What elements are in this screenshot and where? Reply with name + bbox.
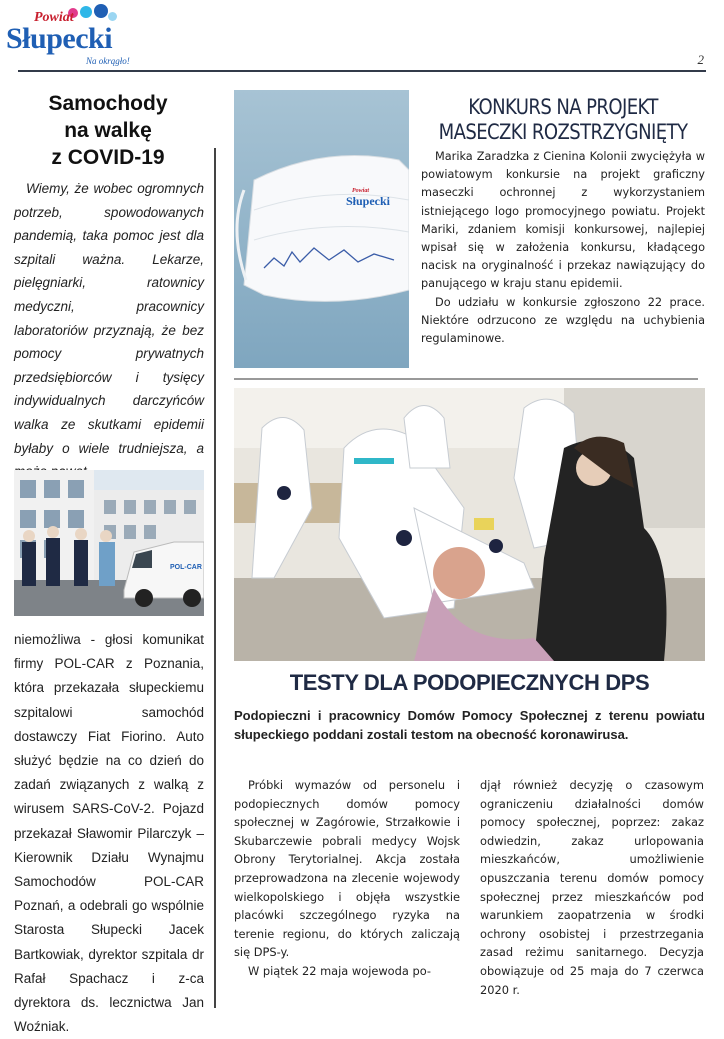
left-intro-text: Wiemy, że wobec ogromnych potrzeb, spowodowanych pandemią, taka pomoc jest dla szpitali ważna. Lekarze, pielęgniarki, ratownicy medyczni, pracownicy laboratoriów przyznają, że bez pomocy prywatnych przedsiębiorców i tysięcy indywidualnych darczyńców walka ze skutkami epidemii byłaby o wiele trudniejsza, a [14, 181, 204, 456]
dps-testing-photo [234, 388, 705, 661]
county-logo [4, 4, 134, 68]
mask-logo-powiat: Powiat [352, 188, 370, 194]
mask-title-line-2: MASECZKI ROZSTRZYGNIĘTY [438, 120, 688, 144]
mask-logo-name: Słupecki [346, 194, 391, 208]
dps-article-title: TESTY DLA PODOPIECZNYCH DPS [289, 670, 650, 695]
left-article-intro [14, 177, 204, 484]
section-divider [234, 378, 698, 380]
mask-paragraph-1: Marika Zaradzka z Cienina Kolonii zwyciężyła w powiatowym konkursie na projekt graficzny maseczki ochronnej z wykorzystaniem istniejącego logo promocyjnego powiatu. Projekt Mariki, zdaniem komisji konkursowej, najlepiej wpisał się w założenia konkursu, kładącego nacisk na oryginalność i przekaz nawiązujący do panującego w kraju stanu epidemii. [421, 150, 705, 291]
mask-photo [234, 90, 409, 368]
mask-article-title [438, 95, 687, 145]
column-divider [214, 148, 216, 1008]
van-logo-text: POL-CAR [170, 564, 202, 571]
left-title-line-1: Samochody [48, 92, 168, 115]
dps-col2-paragraph: djął również decyzję o czasowym ograniczeniu działalności domów pomocy społecznej, poprzez: zakaz odwiedzin, zakaz urlopowania mieszkańców, umożliwienie opuszczania terenu domów pomocy społecznej przez mieszkańców pod warunkiem zaopatrzenia w środki ochrony osobistej i przestrzegania zasad reżimu sanitarnego. Decyzja obowiązuje od 25 maja do 7 czerwca 2020 r. [480, 778, 704, 997]
logo-tagline: Na okrągło! [86, 56, 130, 66]
logo-name-text: Słupecki [6, 22, 113, 55]
left-title-line-2: na walkę [64, 119, 152, 142]
dps-column-2 [480, 776, 704, 999]
left-article-title [20, 90, 196, 171]
left-article-body [14, 628, 204, 1039]
left-title-line-3: z COVID-19 [51, 146, 165, 169]
logo-powiat-text: Powiat [34, 10, 74, 25]
mask-title-line-1: KONKURS NA PROJEKT [468, 95, 658, 119]
dps-col1-paragraph-2: W piątek 22 maja wojewoda po- [248, 963, 432, 978]
left-body-text: niemożliwa - głosi komunikat firmy POL-CAR z Poznania, która przekazała słupeckiemu szpitalowi samochód dostawczy Fiat Fiorino. Auto służyć będzie na co dzień do zadań związanych z walką z wirusem SARS-CoV-2. Pojazd przekazał Sławomir Pilarczyk – Kierownik Działu Wynajmu Samochodów POL-CAR Poznań, a odebrali go wspólnie Starosta Słupecki Jacek Bartkowiak, dyrektor szpitala dr Rafał Spachacz i z-ca dyrektora ds. lecznictwa Jan Woźniak. [14, 632, 204, 1035]
mask-paragraph-2: Do udziału w konkursie zgłoszono 22 prace. Niektóre odrzucono ze względu na uchybienia regulaminowe. [421, 295, 705, 346]
mask-article-body [421, 148, 705, 348]
van-photo [14, 470, 204, 616]
page-number: 2 [697, 52, 704, 67]
header-divider [18, 70, 706, 72]
dps-column-1 [234, 776, 460, 981]
dps-article-lead: Podopieczni i pracownicy Domów Pomocy Społecznej z terenu powiatu słupeckiego poddani zostali testom na obecność koronawirusa. [234, 708, 705, 743]
dps-col1-paragraph-1: Próbki wymazów od personelu i podopiecznych domów pomocy społecznej w Zagórowie, Strzałkowie i Skubarczewie pobrali medycy Wojsk Obrony Terytorialnej. Akcja została przeprowadzona na zlecenie wojewody wielkopolskiego i objęła wszystkie placówki szczególnego ryzyka na terenie regionu, do których zaliczają się DPS-y. [234, 778, 460, 960]
